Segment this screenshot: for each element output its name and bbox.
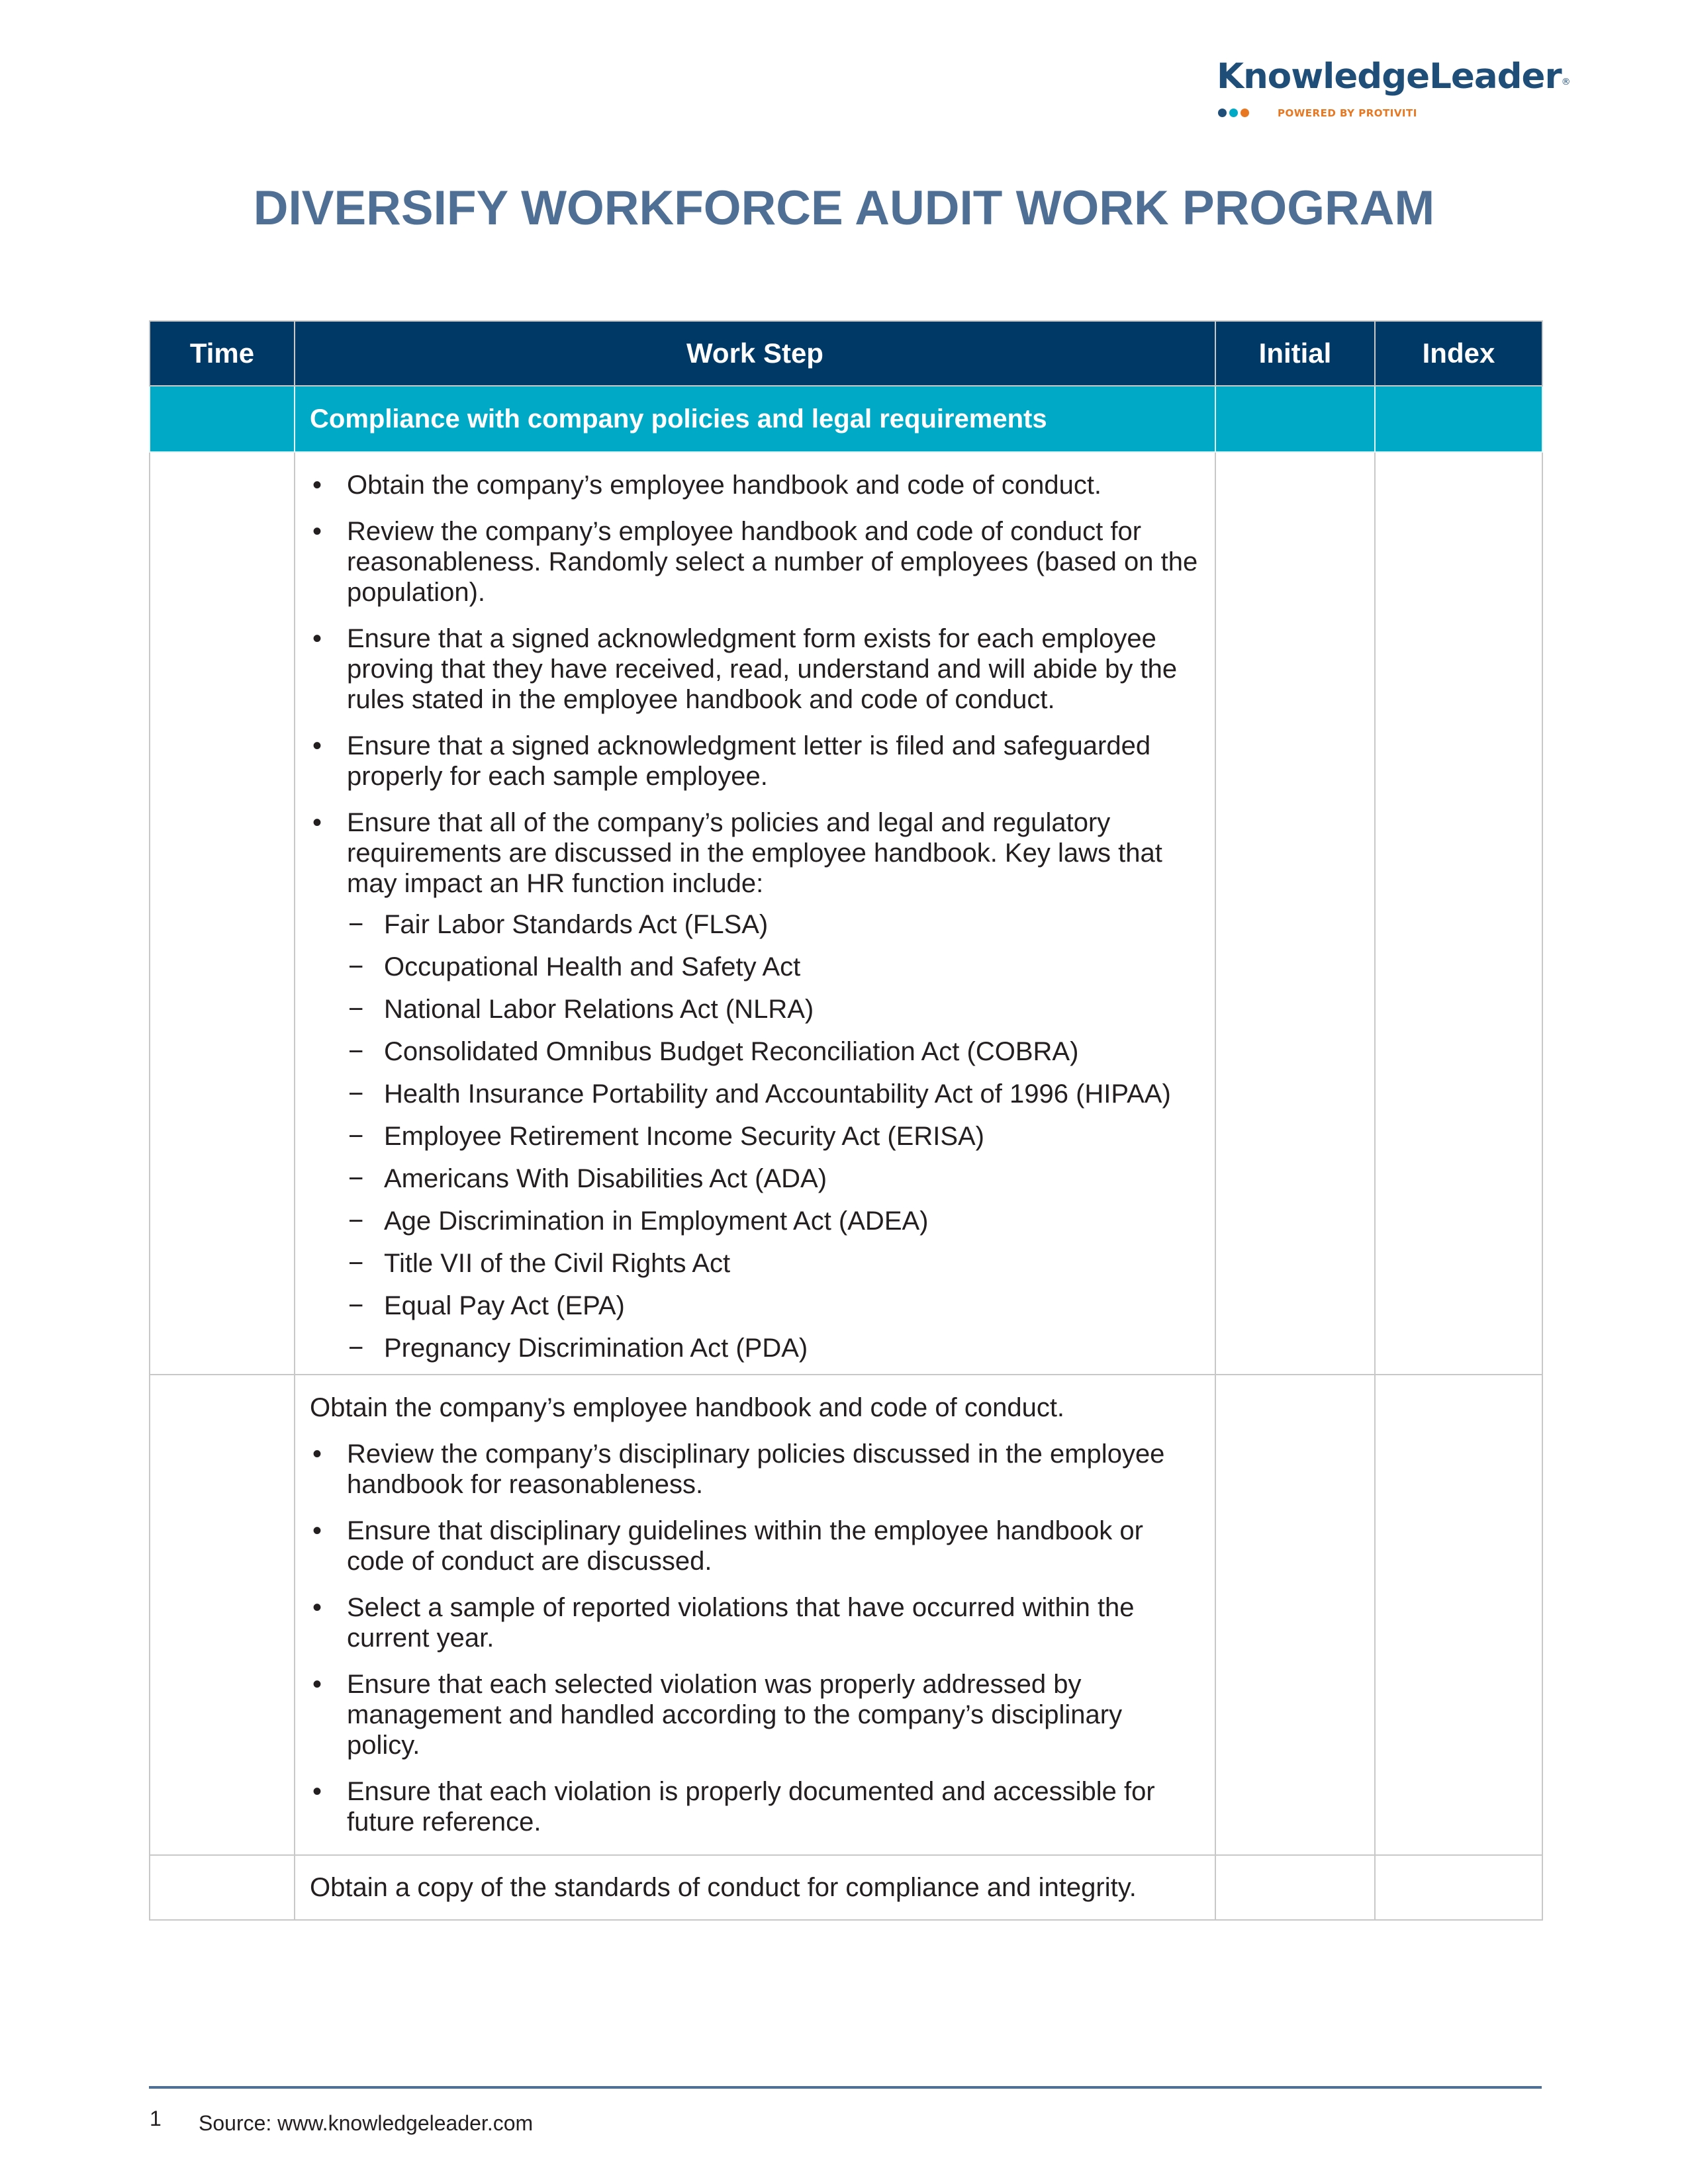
work-step-cell: Obtain a copy of the standards of conduct for compliance and integrity. <box>295 1855 1215 1920</box>
law-item: − Consolidated Omnibus Budget Reconciliation Act (COBRA) <box>347 1036 1201 1067</box>
law-item: − National Labor Relations Act (NLRA) <box>347 994 1201 1024</box>
law-item: − Occupational Health and Safety Act <box>347 952 1201 982</box>
section-initial-cell <box>1215 386 1375 452</box>
time-cell[interactable] <box>150 1855 295 1920</box>
section-heading: Compliance with company policies and legal requirements <box>295 386 1215 452</box>
law-item: − Americans With Disabilities Act (ADA) <box>347 1163 1201 1194</box>
laws-list <box>347 909 1201 1363</box>
law-item: − Age Discrimination in Employment Act (ADEA) <box>347 1206 1201 1236</box>
list-item: • Ensure that each violation is properly documented and accessible for future reference. <box>310 1776 1201 1837</box>
list-item: • Ensure that a signed acknowledgment letter is filed and safeguarded properly for each sample employee. <box>310 731 1201 792</box>
index-cell[interactable] <box>1375 452 1542 1375</box>
initial-cell[interactable] <box>1215 1375 1375 1855</box>
list-item: • Ensure that a signed acknowledgment form exists for each employee proving that they have received, read, understand and will abide by the rules stated in the employee handbook and code of conduct. <box>310 623 1201 715</box>
table-header-row <box>150 321 1542 386</box>
logo-wordmark: KnowledgeLeader® <box>1217 56 1570 97</box>
logo-dot-navy <box>1218 109 1227 117</box>
logo-dot-teal <box>1229 109 1238 117</box>
list-item-text: Ensure that all of the company’s policies and legal and regulatory requirements are discussed in the employee handbook. Key laws that may impact an HR function include: <box>347 808 1162 898</box>
law-item: − Title VII of the Civil Rights Act <box>347 1248 1201 1279</box>
law-item: − Pregnancy Discrimination Act (PDA) <box>347 1333 1201 1363</box>
table-row <box>150 452 1542 1375</box>
time-cell[interactable] <box>150 1375 295 1855</box>
table-row <box>150 1855 1542 1920</box>
logo-dots <box>1218 109 1252 118</box>
section-row <box>150 386 1542 452</box>
logo-dot-orange <box>1241 109 1249 117</box>
header-time: Time <box>150 321 295 386</box>
list-item: • Ensure that each selected violation was properly addressed by management and handled according to the company’s disciplinary policy. <box>310 1669 1201 1760</box>
law-item: − Health Insurance Portability and Accountability Act of 1996 (HIPAA) <box>347 1079 1201 1109</box>
law-item: − Fair Labor Standards Act (FLSA) <box>347 909 1201 940</box>
law-item: − Equal Pay Act (EPA) <box>347 1291 1201 1321</box>
initial-cell[interactable] <box>1215 1855 1375 1920</box>
knowledgeleader-logo <box>1217 56 1570 122</box>
page-number: 1 <box>150 2107 162 2130</box>
section-time-cell <box>150 386 295 452</box>
section-index-cell <box>1375 386 1542 452</box>
time-cell[interactable] <box>150 452 295 1375</box>
index-cell[interactable] <box>1375 1375 1542 1855</box>
footer-source: Source: www.knowledgeleader.com <box>199 2111 534 2135</box>
header-initial: Initial <box>1215 321 1375 386</box>
work-program-table <box>149 320 1543 1921</box>
footer-divider <box>149 2086 1542 2089</box>
list-item: • Ensure that disciplinary guidelines within the employee handbook or code of conduct are discussed. <box>310 1516 1201 1576</box>
work-step-cell <box>295 452 1215 1375</box>
page-title: DIVERSIFY WORKFORCE AUDIT WORK PROGRAM <box>253 181 1435 235</box>
index-cell[interactable] <box>1375 1855 1542 1920</box>
header-index: Index <box>1375 321 1542 386</box>
header-work-step: Work Step <box>295 321 1215 386</box>
list-item: • Obtain the company’s employee handbook and code of conduct. <box>310 470 1201 500</box>
work-step-intro: Obtain the company’s employee handbook and code of conduct. <box>310 1393 1065 1422</box>
work-step-cell <box>295 1375 1215 1855</box>
law-item: − Employee Retirement Income Security Act (ERISA) <box>347 1121 1201 1152</box>
list-item: • Select a sample of reported violations that have occurred within the current year. <box>310 1592 1201 1653</box>
table-row <box>150 1375 1542 1855</box>
list-item: • Review the company’s disciplinary policies discussed in the employee handbook for reasonableness. <box>310 1439 1201 1500</box>
work-step-list <box>310 470 1201 1363</box>
logo-tagline: POWERED BY PROTIVITI <box>1278 107 1417 119</box>
work-step-list <box>310 1439 1201 1837</box>
list-item-with-sublist <box>310 807 1201 1363</box>
initial-cell[interactable] <box>1215 452 1375 1375</box>
list-item: • Review the company’s employee handbook and code of conduct for reasonableness. Randomly select a number of employees (based on the population). <box>310 516 1201 608</box>
